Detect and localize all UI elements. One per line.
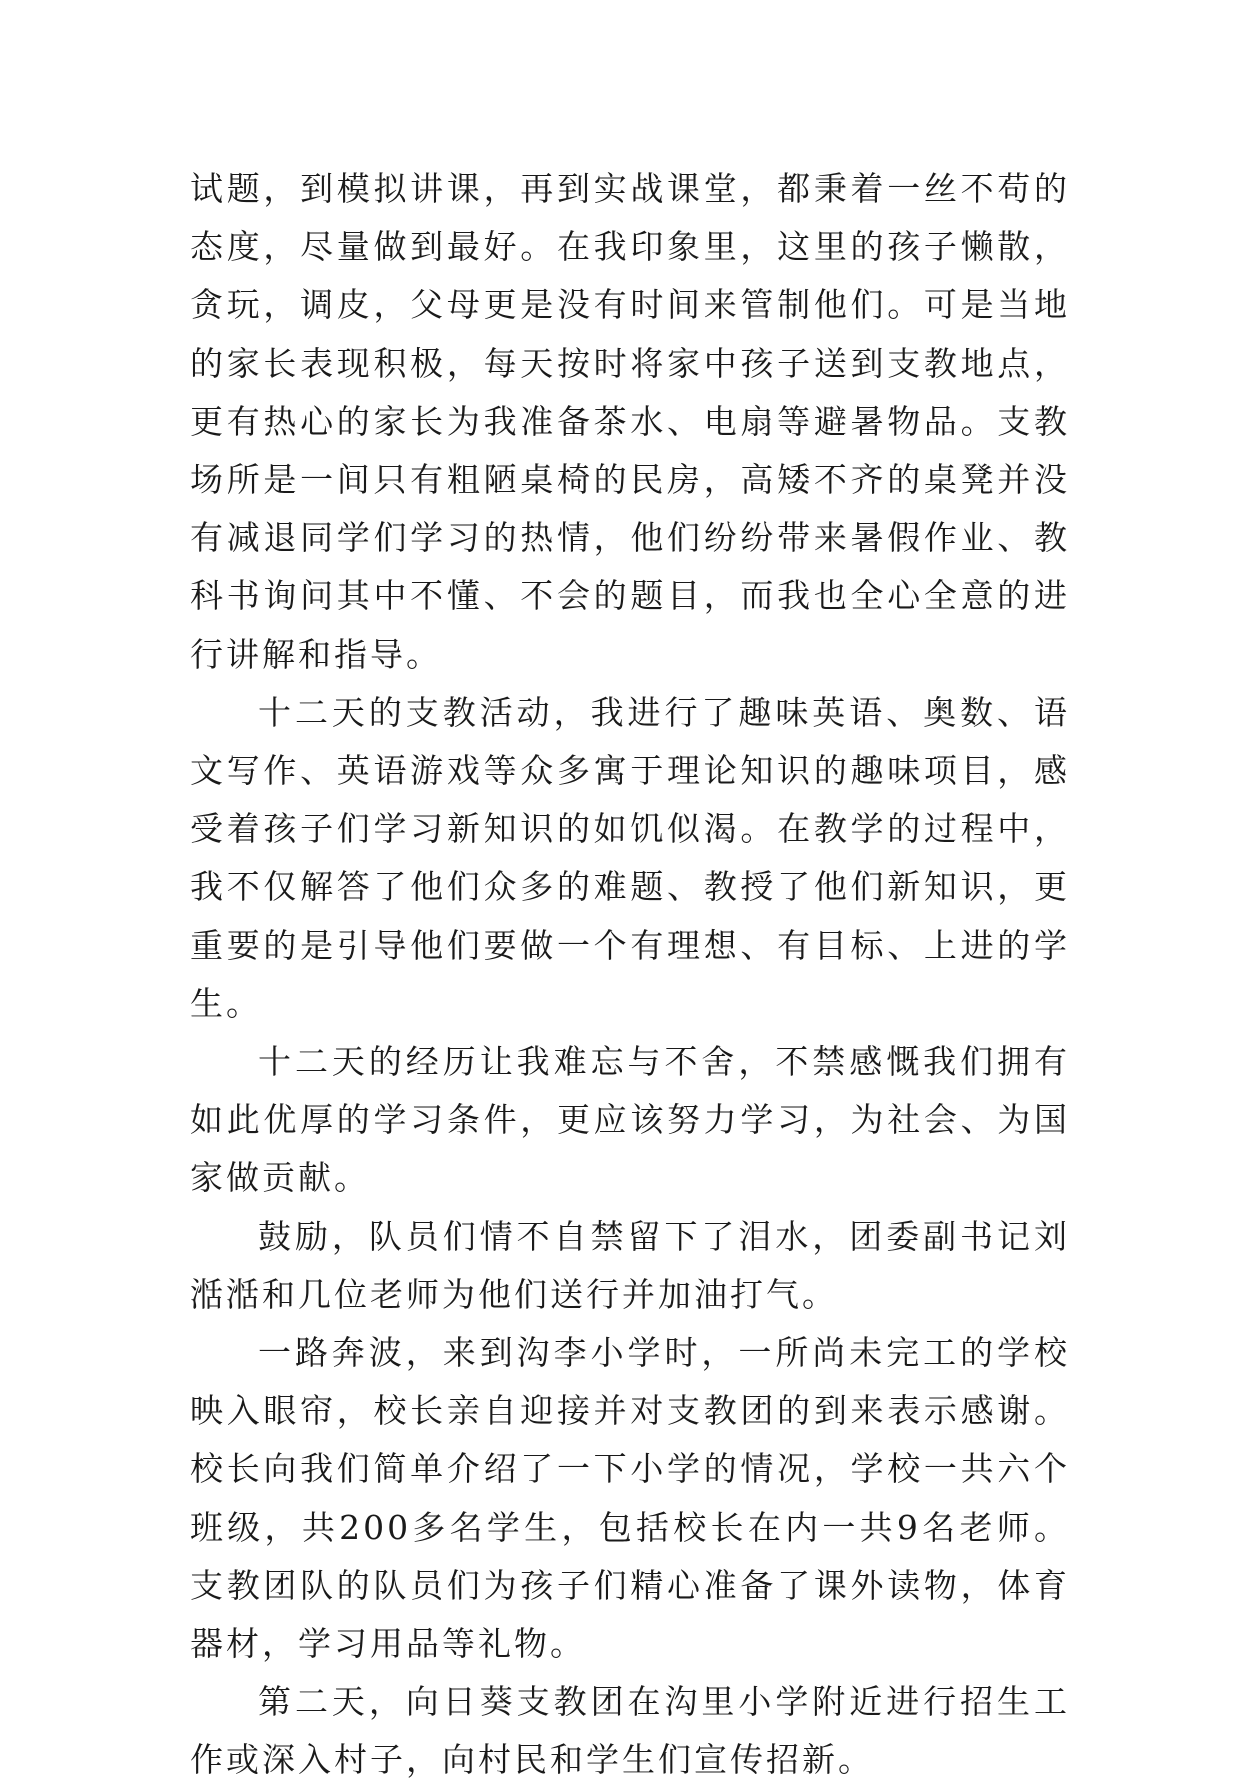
paragraph-3: 十二天的经历让我难忘与不舍，不禁感慨我们拥有如此优厚的学习条件，更应该努力学习，为社会、为国家做贡献。 bbox=[190, 1042, 1070, 1198]
paragraph-5: 一路奔波，来到沟李小学时，一所尚未完工的学校映入眼帘，校长亲自迎接并对支教团的到来表示感谢。校长向我们简单介绍了一下小学的情况，学校一共六个班级，共200多名学生，包括校长在内一共9名老师。支教团队的队员们为孩子们精心准备了课外读物，体育器材，学习用品等礼物。 bbox=[190, 1333, 1070, 1664]
paragraph-1: 试题，到模拟讲课，再到实战课堂，都秉着一丝不苟的态度，尽量做到最好。在我印象里，这里的孩子懒散，贪玩，调皮，父母更是没有时间来管制他们。可是当地的家长表现积极，每天按时将家中孩子送到支教地点，更有热心的家长为我准备茶水、电扇等避暑物品。支教场所是一间只有粗陋桌椅的民房，高矮不齐的桌凳并没有减退同学们学习的热情，他们纷纷带来暑假作业、教科书询问其中不懂、不会的题目，而我也全心全意的进行讲解和指导。 bbox=[190, 169, 1070, 674]
document-body bbox=[190, 160, 1070, 1790]
paragraph-2: 十二天的支教活动，我进行了趣味英语、奥数、语文写作、英语游戏等众多寓于理论知识的趣味项目，感受着孩子们学习新知识的如饥似渴。在教学的过程中，我不仅解答了他们众多的难题、教授了他们新知识，更重要的是引导他们要做一个有理想、有目标、上进的学生。 bbox=[190, 692, 1070, 1023]
paragraph-6: 第二天，向日葵支教团在沟里小学附近进行招生工作或深入村子，向村民和学生们宣传招新。 bbox=[190, 1682, 1070, 1780]
paragraph-4: 鼓励，队员们情不自禁留下了泪水，团委副书记刘湉湉和几位老师为他们送行并加油打气。 bbox=[190, 1216, 1070, 1314]
